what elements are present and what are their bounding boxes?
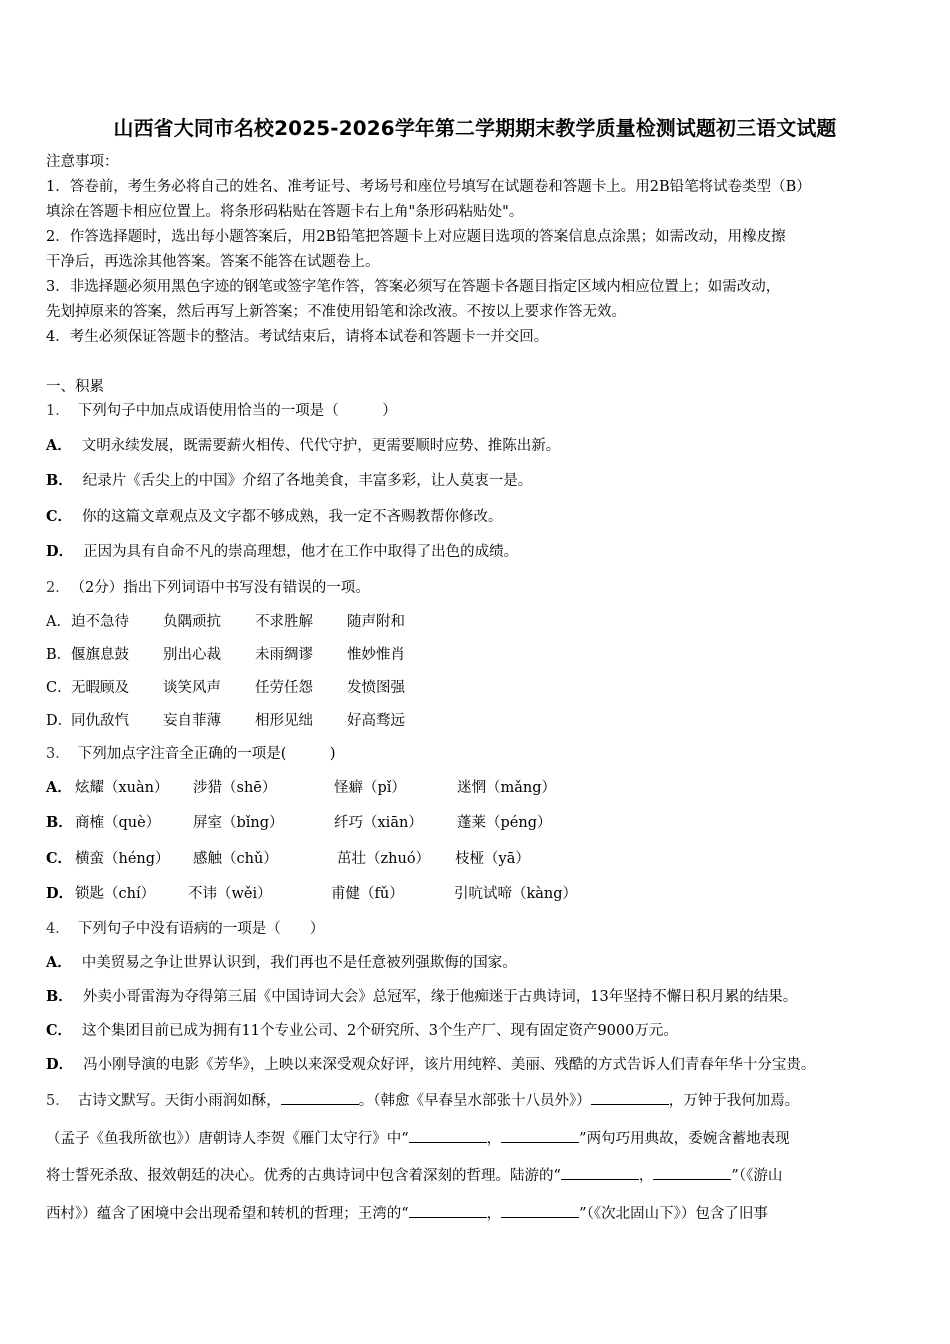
option-text: 外卖小哥雷海为夺得第三届《中国诗词大会》总冠军，缘于他痴迷于古典诗词，13年坚持不懈日积月累的结果。 — [82, 989, 798, 1005]
question-number: 5． — [46, 1093, 70, 1109]
q2-word: 无暇顾及 — [71, 680, 129, 696]
answer-blank[interactable] — [409, 1203, 487, 1218]
q5-text: ， — [486, 1131, 502, 1147]
section-heading: 一、积累 — [46, 379, 104, 395]
q1-option-b — [46, 471, 532, 491]
question-1 — [46, 401, 397, 421]
option-text: 正因为具有自命不凡的崇高理想，他才在工作中取得了出色的成绩。 — [83, 544, 519, 560]
question-4 — [46, 919, 324, 939]
question-5-line-2 — [46, 1128, 790, 1149]
q2-word: 发愤图强 — [347, 680, 405, 696]
q2-option-b-letter: B． — [46, 647, 72, 663]
q3-item: 甫健（fǔ） — [331, 886, 404, 902]
q2-word: 负隅顽抗 — [163, 614, 221, 630]
q3-item: 涉猎（shē） — [193, 780, 277, 796]
q5-text: （孟子《鱼我所欲也》）唐朝诗人李贺《雁门太守行》中“ — [46, 1131, 409, 1147]
q2-word: 同仇敌忾 — [71, 713, 129, 729]
question-stem: 下列句子中没有语病的一项是（ ） — [77, 921, 325, 937]
q3-option-d-letter: D． — [46, 885, 74, 902]
q2-option-a-letter: A． — [46, 614, 71, 630]
q3-item: 枝桠（yā） — [455, 851, 530, 867]
q1-option-a — [46, 436, 560, 456]
question-stem: 下列句子中加点成语使用恰当的一项是（ ） — [77, 403, 397, 419]
exam-title: 山西省大同市名校2025-2026学年第二学期期末教学质量检测试题初三语文试题 — [113, 117, 837, 140]
question-2 — [46, 578, 370, 598]
q3-option-b-letter: B． — [46, 814, 73, 831]
option-letter: D． — [46, 1056, 74, 1073]
q4-option-b — [46, 987, 797, 1007]
notice-line-4: 干净后，再选涂其他答案。答案不能答在试题卷上。 — [46, 254, 380, 270]
q5-text: ， — [638, 1168, 654, 1184]
question-3 — [46, 744, 336, 764]
q2-option-d-letter: D． — [46, 713, 73, 729]
q2-word: 偃旗息鼓 — [71, 647, 129, 663]
notice-line-1: 1．答卷前，考生务必将自己的姓名、准考证号、考场号和座位号填写在试题卷和答题卡上。用2B铅笔将试卷类型（B） — [46, 179, 811, 195]
option-text: 文明永续发展，既需要薪火相传、代代守护，更需要顺时应势、推陈出新。 — [81, 438, 561, 454]
q3-item: 屏室（bǐng） — [193, 815, 284, 831]
option-text: 冯小刚导演的电影《芳华》，上映以来深受观众好评，该片用纯粹、美丽、残酷的方式告诉人们青春年华十分宝贵。 — [83, 1057, 816, 1073]
question-number: 4． — [46, 921, 70, 937]
answer-blank[interactable] — [653, 1165, 731, 1180]
q2-word: 不求胜解 — [255, 614, 313, 630]
option-text: 纪录片《舌尖上的中国》介绍了各地美食，丰富多彩，让人莫衷一是。 — [82, 473, 533, 489]
q5-text: ， — [486, 1206, 502, 1222]
answer-blank[interactable] — [501, 1203, 579, 1218]
q2-word: 任劳任怨 — [255, 680, 313, 696]
question-number: 3． — [46, 746, 70, 762]
q3-item: 感触（chǔ） — [193, 851, 278, 867]
question-number: 2． — [46, 580, 70, 596]
answer-blank[interactable] — [281, 1090, 359, 1105]
q3-item: 蓬莱（péng） — [457, 815, 552, 831]
notice-line-3: 2．作答选择题时，选出每小题答案后，用2B铅笔把答题卡上对应题目选项的答案信息点涂黑；如需改动，用橡皮擦 — [46, 229, 786, 245]
notice-line-7: 4．考生必须保证答题卡的整洁。考试结束后，请将本试卷和答题卡一并交回。 — [46, 329, 549, 345]
option-letter: A． — [46, 954, 72, 971]
answer-blank[interactable] — [409, 1128, 487, 1143]
question-5-line-3 — [46, 1165, 782, 1186]
option-letter: D． — [46, 543, 74, 560]
answer-blank[interactable] — [501, 1128, 579, 1143]
question-5-line-1 — [46, 1090, 799, 1111]
q4-option-c — [46, 1021, 678, 1041]
q5-text: ”（《游山 — [731, 1168, 783, 1184]
option-text: 你的这篇文章观点及文字都不够成熟，我一定不吝赐教帮你修改。 — [82, 509, 503, 525]
option-text: 中美贸易之争让世界认识到，我们再也不是任意被列强欺侮的国家。 — [81, 955, 517, 971]
option-letter: C． — [46, 1022, 73, 1039]
q2-option-c-letter: C． — [46, 680, 72, 696]
q2-word: 随声附和 — [347, 614, 405, 630]
q3-item: 商榷（què） — [75, 815, 161, 831]
q5-text: 。（韩愈《早春呈水部张十八员外》） — [358, 1093, 591, 1109]
q5-text: ，万钟于我何加焉。 — [668, 1093, 800, 1109]
q2-word: 迫不急待 — [71, 614, 129, 630]
q2-word: 未雨绸谬 — [255, 647, 313, 663]
question-5-line-4 — [46, 1203, 768, 1224]
q3-item: 迷惘（mǎng） — [457, 780, 557, 796]
answer-blank[interactable] — [561, 1165, 639, 1180]
notice-line-6: 先划掉原来的答案，然后再写上新答案；不准使用铅笔和涂改液。不按以上要求作答无效。 — [46, 304, 626, 320]
q5-text: ”（《次北固山下》）包含了旧事 — [579, 1206, 768, 1222]
q5-text: 西村》）蕴含了困境中会出现希望和转机的哲理；王湾的“ — [46, 1206, 409, 1222]
question-stem: （2分）指出下列词语中书写没有错误的一项。 — [77, 580, 370, 596]
q3-item: 纤巧（xiān） — [334, 815, 423, 831]
q3-item: 炫耀（xuàn） — [75, 780, 169, 796]
q2-word: 谈笑风声 — [163, 680, 221, 696]
option-text: 这个集团目前已成为拥有11个专业公司、2个研究所、3个生产厂、现有固定资产9000万元。 — [82, 1023, 678, 1039]
notice-line-2: 填涂在答题卡相应位置上。将条形码粘贴在答题卡右上角"条形码粘贴处"。 — [46, 204, 524, 220]
question-stem: 下列加点字注音全正确的一项是( ) — [77, 746, 336, 762]
q3-option-a-letter: A． — [46, 779, 72, 796]
q3-item: 锁匙（chí） — [75, 886, 156, 902]
q3-item: 横蛮（héng） — [75, 851, 170, 867]
q2-word: 好高骛远 — [347, 713, 405, 729]
q4-option-a — [46, 953, 517, 973]
notice-line-5: 3．非选择题必须用黑色字迹的钢笔或签字笔作答，答案必须写在答题卡各题目指定区域内相应位置上；如需改动， — [46, 279, 781, 295]
notice-heading: 注意事项： — [46, 154, 119, 170]
q1-option-c — [46, 507, 503, 527]
q3-item: 不讳（wěi） — [188, 886, 272, 902]
q2-word: 妄自菲薄 — [163, 713, 221, 729]
q2-word: 别出心裁 — [163, 647, 221, 663]
q1-option-d — [46, 542, 518, 562]
q3-option-c-letter: C． — [46, 850, 73, 867]
q4-option-d — [46, 1055, 815, 1075]
q5-text: 古诗文默写。天街小雨润如酥， — [77, 1093, 281, 1109]
q5-text: ”两句巧用典故，委婉含蓄地表现 — [579, 1131, 790, 1147]
q2-word: 惟妙惟肖 — [347, 647, 405, 663]
option-letter: C． — [46, 508, 73, 525]
option-letter: B． — [46, 988, 73, 1005]
q3-item: 怪癖（pǐ） — [334, 780, 406, 796]
option-letter: B． — [46, 472, 73, 489]
question-number: 1． — [46, 403, 70, 419]
q5-text: 将士誓死杀敌、报效朝廷的决心。优秀的古典诗词中包含着深刻的哲理。陆游的“ — [46, 1168, 561, 1184]
option-letter: A． — [46, 437, 72, 454]
q3-item: 茁壮（zhuó） — [337, 851, 431, 867]
q2-word: 相形见绌 — [255, 713, 313, 729]
q3-item: 引吭试啼（kàng） — [454, 886, 578, 902]
answer-blank[interactable] — [591, 1090, 669, 1105]
